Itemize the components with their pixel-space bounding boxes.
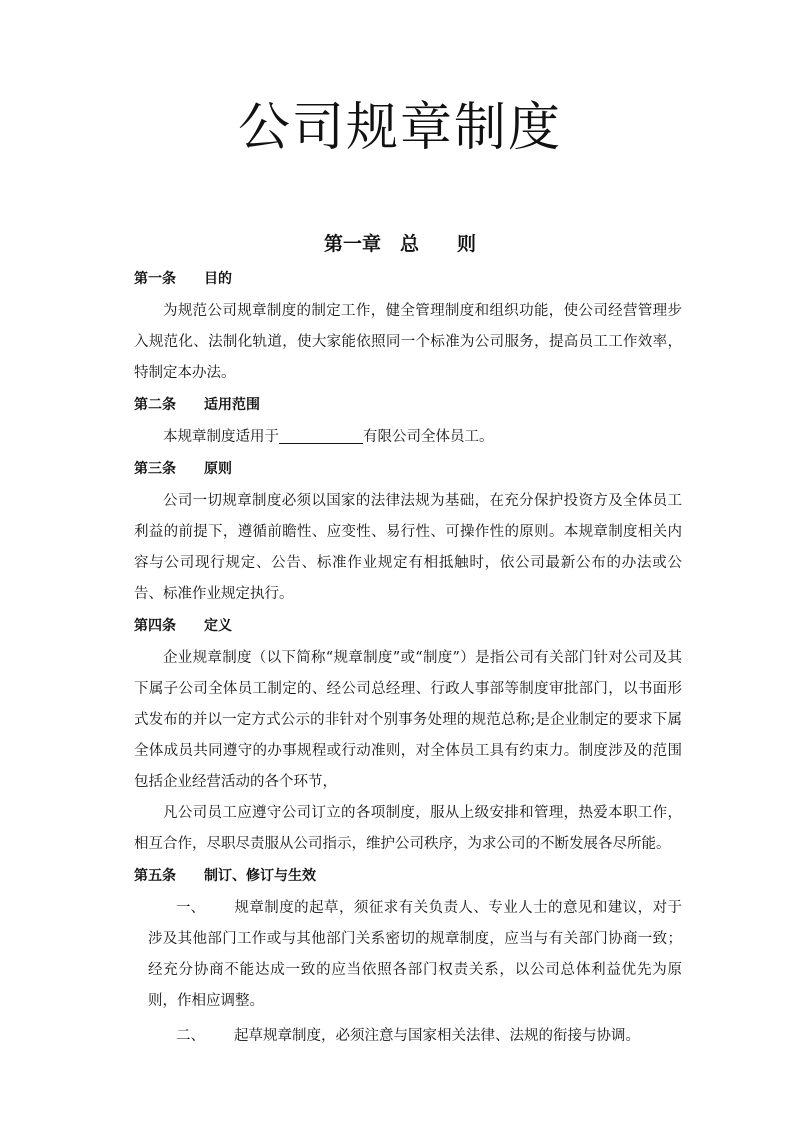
article-heading: 第四条 定义 [134, 618, 232, 634]
item-text: 规章制度的起草，须征求有关负责人、专业人士的意见和建议，对于涉及其他部门工作或与其他部门关系密切的规章制度，应当与有关部门协商一致；经充分协商不能达成一致的应当依照各部门权责关系，以公司总体利益优先为原则，作相应调整。 [148, 900, 682, 1009]
scope-paragraph [134, 422, 682, 453]
item-number: 一、 [176, 900, 205, 916]
scope-prefix: 本规章制度适用于 [163, 429, 279, 445]
company-name-blank [279, 429, 363, 444]
document-title: 公司规章制度 [237, 98, 562, 158]
document-body [134, 268, 682, 1052]
list-item [134, 893, 682, 1017]
article-paragraph: 为规范公司规章制度的制定工作，健全管理制度和组织功能，使公司经营管理步入规范化、法制化轨道，使大家能依照同一个标准为公司服务，提高员工工作效率，特制定本办法。 [134, 303, 682, 381]
article-paragraph: 公司一切规章制度必须以国家的法律法规为基础，在充分保护投资方及全体员工利益的前提下，遵循前瞻性、应变性、易行性、可操作性的原则。本规章制度相关内容与公司现行规定、公告、标准作业规定有相抵触时，依公司最新公布的办法或公告、标准作业规定执行。 [134, 493, 682, 602]
list-item [134, 1021, 682, 1052]
chapter-heading: 第一章 总 则 [323, 233, 476, 255]
article-heading: 第五条 制订、修订与生效 [134, 868, 316, 884]
article-paragraph: 企业规章制度（以下简称“规章制度”或“制度”）是指公司有关部门针对公司及其下属子公司全体员工制定的、经公司总经理、行政人事部等制度审批部门，以书面形式发布的并以一定方式公示的非针对个别事务处理的规范总称;是企业制定的要求下属全体成员共同遵守的办事规程或行动准则，对全体员工具有约束力。制度涉及的范围包括企业经营活动的各个环节， [134, 650, 682, 790]
item-number: 二、 [176, 1028, 205, 1044]
scope-suffix: 有限公司全体员工。 [363, 429, 494, 445]
article-heading: 第二条 适用范围 [134, 397, 260, 413]
article-paragraph: 凡公司员工应遵守公司订立的各项制度，服从上级安排和管理，热爱本职工作，相互合作，尽职尽责服从公司指示，维护公司秩序，为求公司的不断发展各尽所能。 [134, 805, 682, 852]
article-heading: 第一条 目的 [134, 271, 232, 287]
article-heading: 第三条 原则 [134, 461, 232, 477]
item-text: 起草规章制度，必须注意与国家相关法律、法规的衔接与协调。 [234, 1028, 640, 1044]
